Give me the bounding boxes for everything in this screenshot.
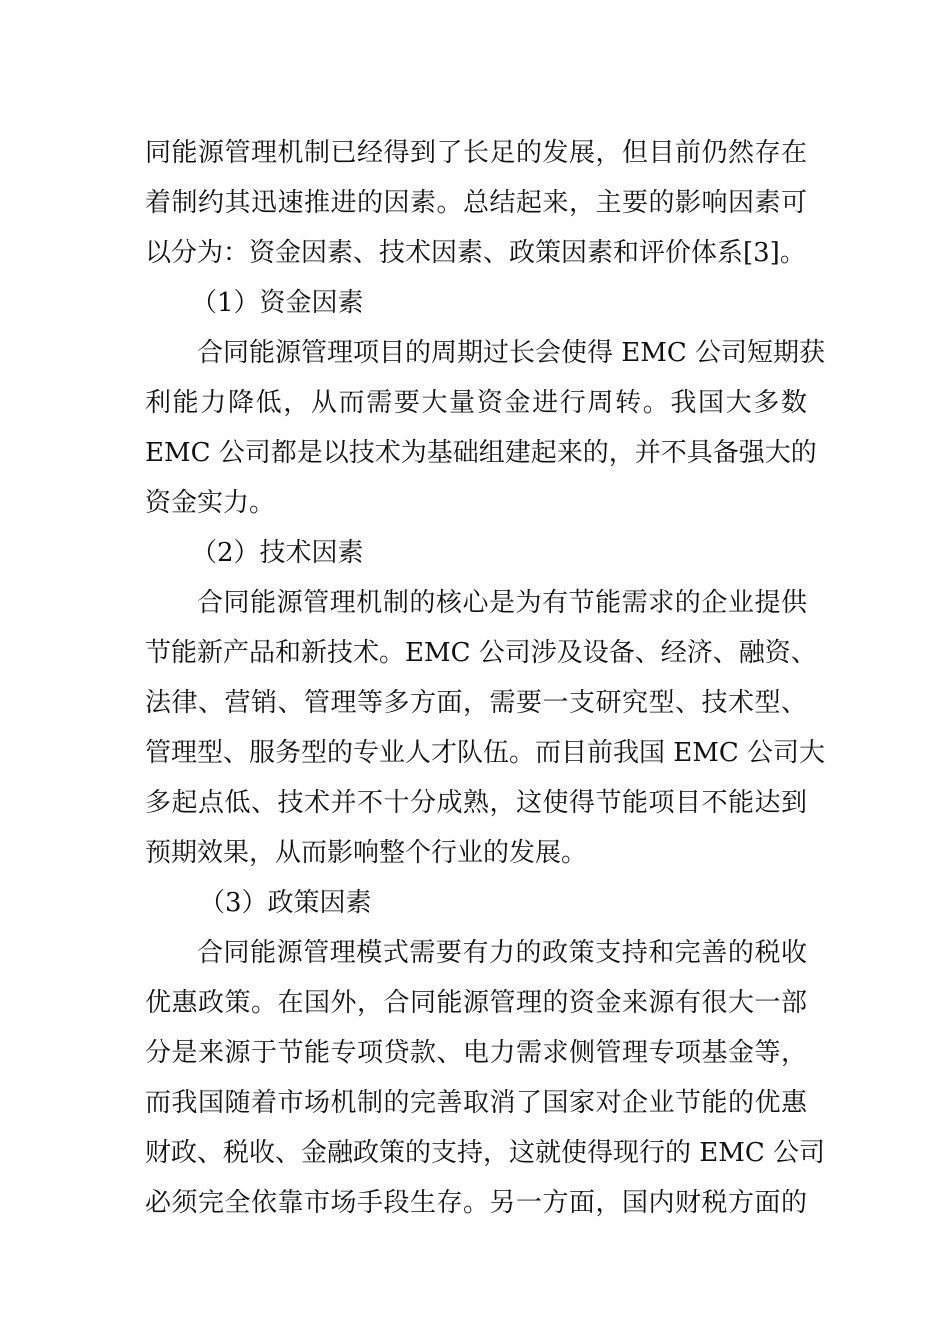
paragraph-technology-line-6: 预期效果，从而影响整个行业的发展。 xyxy=(145,838,588,868)
paragraph-policy-line-6: 必须完全依靠市场手段生存。另一方面，国内财税方面的 xyxy=(145,1188,807,1218)
paragraph-funding-line-4: 资金实力。 xyxy=(145,488,276,518)
section-heading-policy: （3）政策因素 xyxy=(199,888,372,918)
paragraph-policy-line-4: 而我国随着市场机制的完善取消了国家对企业节能的优惠 xyxy=(145,1088,807,1118)
section-heading-funding: （1）资金因素 xyxy=(191,288,364,318)
paragraph-funding-line-2: 利能力降低，从而需要大量资金进行周转。我国大多数 xyxy=(145,388,807,418)
section-heading-technology: （2）技术因素 xyxy=(191,538,364,568)
paragraph-intro-line-2: 着制约其迅速推进的因素。总结起来，主要的影响因素可 xyxy=(145,188,807,218)
paragraph-funding-line-3: EMC 公司都是以技术为基础组建起来的，并不具备强大的 xyxy=(145,438,817,468)
paragraph-policy-line-2: 优惠政策。在国外，合同能源管理的资金来源有很大一部 xyxy=(145,988,807,1018)
paragraph-technology-line-5: 多起点低、技术并不十分成熟，这使得节能项目不能达到 xyxy=(145,788,807,818)
paragraph-policy-line-1: 合同能源管理模式需要有力的政策支持和完善的税收 xyxy=(197,938,807,968)
paragraph-policy-line-3: 分是来源于节能专项贷款、电力需求侧管理专项基金等， xyxy=(145,1038,807,1068)
paragraph-technology-line-1: 合同能源管理机制的核心是为有节能需求的企业提供 xyxy=(197,588,807,618)
paragraph-policy-line-5: 财政、税收、金融政策的支持，这就使得现行的 EMC 公司 xyxy=(145,1138,826,1168)
paragraph-technology-line-2: 节能新产品和新技术。EMC 公司涉及设备、经济、融资、 xyxy=(145,638,817,668)
paragraph-technology-line-3: 法律、营销、管理等多方面，需要一支研究型、技术型、 xyxy=(145,688,807,718)
paragraph-funding-line-1: 合同能源管理项目的周期过长会使得 EMC 公司短期获 xyxy=(197,338,826,368)
paragraph-technology-line-4: 管理型、服务型的专业人才队伍。而目前我国 EMC 公司大 xyxy=(145,738,826,768)
paragraph-intro-line-1: 同能源管理机制已经得到了长足的发展，但目前仍然存在 xyxy=(145,138,807,168)
paragraph-intro-line-3: 以分为：资金因素、技术因素、政策因素和评价体系[3]。 xyxy=(145,238,806,268)
